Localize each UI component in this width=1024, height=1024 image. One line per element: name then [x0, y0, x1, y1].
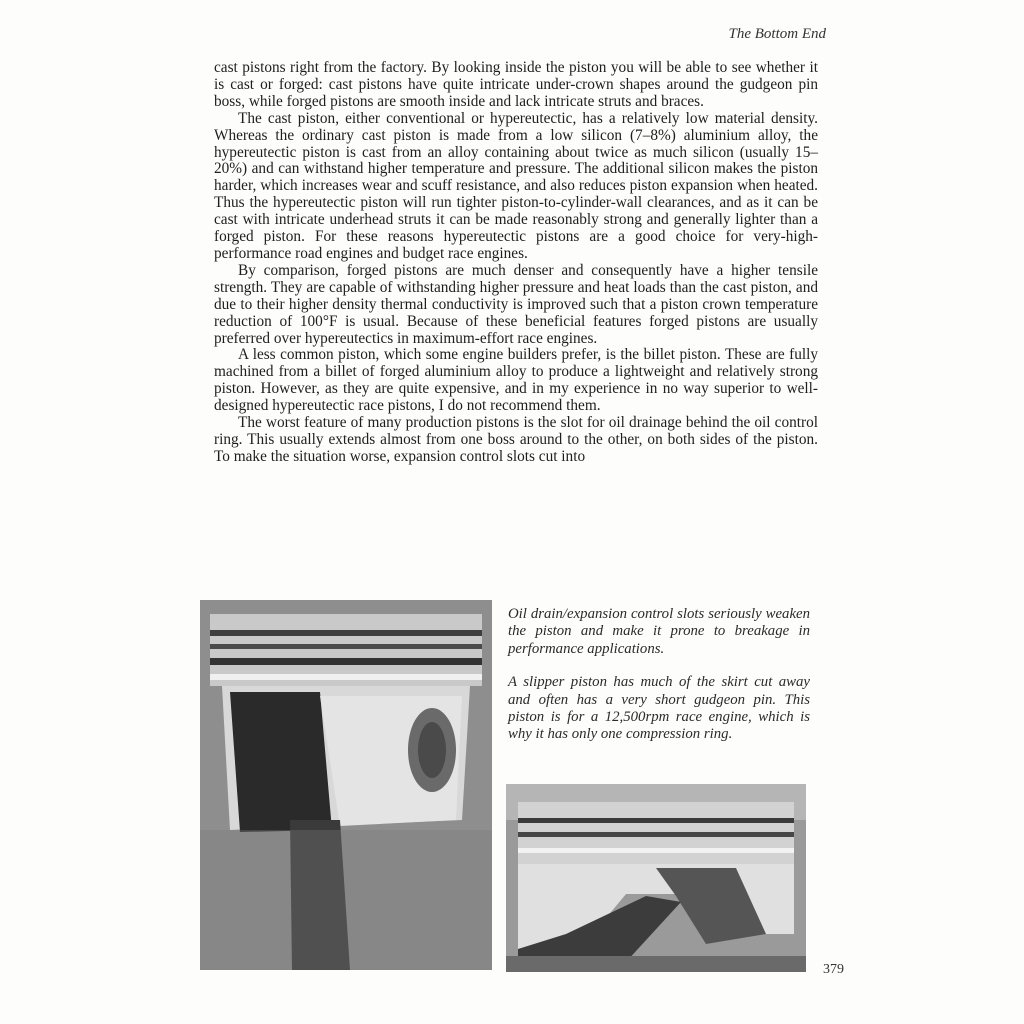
page-number: 379 — [823, 962, 844, 974]
body-paragraph: A less common piston, which some engine builders prefer, is the billet piston. These are fully machined from a billet of forged aluminium alloy to produce a lightweight and relatively strong piston. However, as they are quite expensive, and in my experience in no way superior to well-designed hypereutectic race pistons, I do not recommend them. — [214, 346, 818, 415]
piston-slots-photo — [200, 600, 492, 970]
body-paragraph: The worst feature of many production pistons is the slot for oil drainage behind the oil control ring. This usually extends almost from one boss around to the other, on both sides of the piston. To make the situation worse, expansion control slots cut into — [214, 414, 818, 465]
slipper-piston-illustration — [506, 784, 806, 972]
figure-caption: Oil drain/expansion control slots seriously weaken the piston and make it prone to breakage in performance applications. — [508, 606, 810, 657]
body-paragraph: By comparison, forged pistons are much denser and consequently have a higher tensile strength. They are capable of withstanding higher pressure and heat loads than the cast piston, and due to their higher density thermal conductivity is improved such that a piston crown temperature reduction of 100°F is usual. Because of these beneficial features forged pistons are usually preferred over hypereutectics in maximum-effort race engines. — [214, 261, 818, 347]
slipper-piston-photo — [506, 784, 806, 972]
running-header: The Bottom End — [728, 26, 826, 42]
body-paragraph: The cast piston, either conventional or hypereutectic, has a relatively low material density. Whereas the ordinary cast piston is made from a low silicon (7–8%) aluminium alloy, the hypereutectic piston is cast from an alloy containing about twice as much silicon (usually 15–20%) and can withstand higher temperature and pressure. The additional silicon makes the piston harder, which increases wear and scuff resistance, and also reduces piston expansion when heated. Thus the hypereutectic piston will run tighter piston-to-cylinder-wall clearances, and as it can be cast with intricate underhead struts it can be made reasonably strong and generally lighter than a forged piston. For these reasons hypereutectic pistons are a good choice for very-high-performance road engines and budget race engines. — [214, 109, 818, 262]
body-paragraph: cast pistons right from the factory. By looking inside the piston you will be able to see whether it is cast or forged: cast pistons have quite intricate under-crown shapes around the gudgeon pin boss, while forged pistons are smooth inside and lack intricate struts and braces. — [214, 59, 818, 110]
figure-captions — [508, 606, 810, 760]
piston-slots-illustration — [200, 600, 492, 970]
figure-caption: A slipper piston has much of the skirt cut away and often has a very short gudgeon pin. This piston is for a 12,500rpm race engine, which is why it has only one compression ring. — [508, 674, 810, 743]
body-text — [214, 60, 818, 466]
